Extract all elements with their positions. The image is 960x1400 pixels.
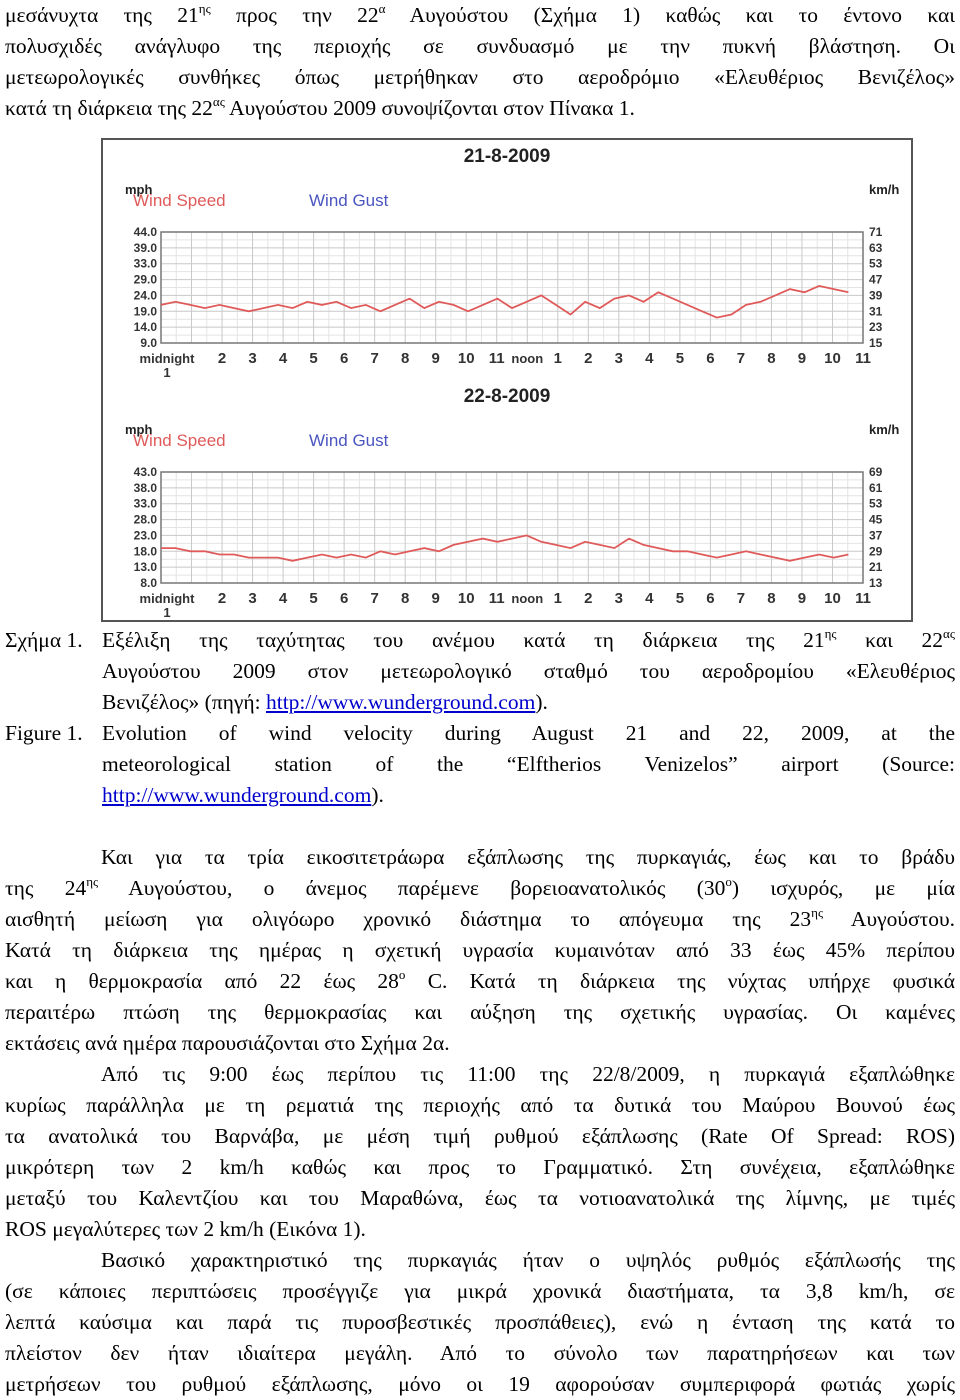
left-tick-label: 8.0 — [140, 576, 157, 590]
x-tick-label: 11 — [855, 350, 871, 367]
intro-line-3: μετεωρολογικές συνθήκες όπως μετρήθηκαν στο αεροδρόμιο «Ελευθέριος Βενιζέλος» — [5, 65, 955, 89]
x-tick-label: 4 — [278, 590, 288, 607]
legend-wind-gust: Wind Gust — [309, 431, 389, 450]
legend-wind-speed: Wind Speed — [133, 431, 226, 450]
x-tick-label: 4 — [278, 350, 288, 367]
x-tick-label: 5 — [309, 590, 318, 607]
p1-line-1: Και για τα τρία εικοσιτετράωρα εξάπλωσης της πυρκαγιάς, έως και το βράδυ — [101, 845, 955, 869]
source-link-greek[interactable]: http://www.wunderground.com — [265, 690, 536, 714]
right-tick-label: 13 — [869, 576, 883, 590]
x-tick-label: 6 — [339, 590, 349, 607]
x-tick-label: 4 — [645, 350, 654, 367]
caption-english-body — [102, 718, 955, 811]
x-tick-label: 9 — [797, 350, 807, 367]
caption-english-line-2: meteorological station of the “Elftherios Venizelos” airport (Source: — [102, 752, 955, 776]
x-tick-label: 8 — [401, 350, 410, 367]
left-tick-label: 43.0 — [133, 465, 157, 479]
chart-21-8-2009 — [103, 140, 911, 378]
p3-line-5: μετρήσεων του ρυθμού εξάπλωσης, μόνο οι 19 αφορούσαν συμπεριφορά φωτιάς χωρίς — [5, 1372, 955, 1396]
p2-line-4: μικρότερη των 2 km/h καθώς και προς το Γραμματικό. Στη συνέχεια, εξαπλώθηκε — [5, 1155, 955, 1179]
x-tick-label: 5 — [309, 350, 318, 367]
body-paragraph-2 — [5, 1059, 955, 1276]
left-tick-label: 44.0 — [133, 225, 157, 239]
x-tick-label: 2 — [584, 590, 593, 607]
right-tick-label: 63 — [869, 240, 883, 255]
left-tick-label: 39.0 — [133, 240, 157, 255]
wind-chart-svg-22 — [103, 380, 911, 618]
right-tick-label: 23 — [869, 320, 883, 335]
x-tick-label: 2 — [584, 350, 593, 367]
x-tick-label: 10 — [457, 350, 475, 367]
left-tick-label: 9.0 — [140, 336, 157, 350]
x-sub-label: 1 — [163, 365, 171, 378]
left-tick-label: 23.0 — [133, 528, 157, 543]
p2-line-6: ROS μεγαλύτερες των 2 km/h (Εικόνα 1). — [5, 1217, 366, 1241]
right-unit-label: km/h — [869, 182, 900, 197]
x-tick-label: 7 — [370, 350, 379, 367]
p2-line-1: Από τις 9:00 έως περίπου τις 11:00 της 22/8/2009, η πυρκαγιά εξαπλώθηκε — [101, 1062, 955, 1086]
x-tick-label: midnight — [139, 351, 195, 366]
caption-greek-line-1: Εξέλιξη της ταχύτητας του ανέμου κατά τη διάρκεια της $21^{\eta\varsigma}$ και $22^{\alpha\varsigma}$ — [102, 626, 955, 652]
x-tick-label: 8 — [401, 590, 410, 607]
right-tick-label: 31 — [869, 304, 883, 319]
chart-title: 22-8-2009 — [463, 386, 551, 407]
x-tick-label: 1 — [553, 350, 562, 367]
p3-line-2: (σε κάποιες περιπτώσεις προσέγγιζε για μικρά χρονικά διαστήματα, τα 3,8 km/h, σε — [5, 1279, 955, 1303]
p2-line-2: κυρίως παράλληλα με τη ρεματιά της περιοχής από τα δυτικά του Μαύρου Βουνού έως — [5, 1093, 955, 1117]
x-tick-label: 4 — [645, 590, 654, 607]
right-tick-label: 69 — [869, 465, 883, 479]
left-unit-label: mph — [125, 182, 153, 197]
x-tick-label: 5 — [675, 590, 685, 607]
caption-english-line-1: Evolution of wind velocity during August 21 and 22, 2009, at the — [102, 721, 955, 745]
x-tick-label: 11 — [488, 350, 505, 367]
p1-line-6: περαιτέρω πτώση της θερμοκρασίας και αύξηση της σχετικής υγρασίας. Οι καμένες — [5, 1000, 955, 1024]
caption-greek-body — [102, 625, 955, 718]
p3-line-1: Βασικό χαρακτηριστικό της πυρκαγιάς ήταν ο υψηλός ρυθμός εξάπλωσής της — [101, 1248, 955, 1272]
x-tick-label: 10 — [824, 590, 841, 607]
right-tick-label: 45 — [869, 512, 883, 527]
x-tick-label: 11 — [855, 590, 871, 607]
x-tick-label: noon — [511, 591, 544, 606]
caption-greek-line-2: Αυγούστου 2009 στον μετεωρολογικό σταθμό του αεροδρομίου «Ελευθέριος — [102, 659, 955, 683]
x-tick-label: 3 — [614, 350, 623, 367]
x-tick-label: 9 — [431, 350, 440, 367]
wind-speed-series-line — [161, 535, 848, 560]
x-tick-label: 7 — [736, 350, 746, 367]
x-tick-label: 9 — [431, 590, 440, 607]
body-paragraph-1 — [5, 842, 955, 1090]
right-tick-label: 61 — [869, 480, 883, 495]
right-tick-label: 15 — [869, 336, 883, 350]
right-tick-label: 21 — [869, 560, 883, 575]
x-tick-label: 7 — [370, 590, 379, 607]
caption-english-lead: Figure 1. — [5, 721, 83, 745]
x-tick-label: 10 — [457, 590, 475, 607]
p2-line-5: μεταξύ του Καλεντζίου και του Μαραθώνα, έως τα νοτιοανατολικά της λίμνης, με τιμές — [5, 1186, 955, 1210]
p1-line-7: εκτάσεις ανά ημέρα παρουσιάζονται στο Σχήμα 2α. — [5, 1031, 450, 1055]
x-tick-label: 3 — [248, 350, 257, 367]
x-tick-label: 6 — [706, 590, 715, 607]
left-unit-label: mph — [125, 422, 153, 437]
intro-line-4: κατά τη διάρκεια της $22^{\alpha\varsigma}$ Αυγούστου 2009 συνοψίζονται στον Πίνακα 1. — [5, 94, 635, 120]
intro-line-2: πολυσχιδές ανάγλυφο της περιοχής σε συνδυασμό με την πυκνή βλάστηση. Οι — [5, 34, 955, 58]
x-tick-label: midnight — [139, 591, 195, 606]
p1-line-3: αισθητή μείωση για ολιγόωρο χρονικό διάστημα το απόγευμα της $23^{\eta\varsigma}$ Αυγούστου. — [5, 905, 955, 931]
p3-line-4: πλείστον δεν ήταν ιδιαίτερα μεγάλη. Από το σύνολο των παρατηρήσεων και των — [5, 1341, 955, 1365]
x-tick-label: 9 — [797, 590, 807, 607]
x-tick-label: 3 — [248, 590, 257, 607]
p3-line-3: λεπτά καύσιμα και παρά τις πυροσβεστικές προσπάθειες), ενώ η ένταση της κατά το — [5, 1310, 955, 1334]
chart-22-8-2009 — [103, 380, 911, 618]
wind-speed-series-line — [161, 286, 848, 318]
body-paragraph-3 — [5, 1245, 955, 1400]
right-tick-label: 47 — [869, 272, 883, 287]
x-tick-label: 2 — [217, 350, 227, 367]
intro-paragraph — [5, 0, 955, 155]
intro-line-1: μεσάνυχτα της $21^{\eta\varsigma}$ προς την $22^\alpha$ Αυγούστου (Σχήμα 1) καθώς και το έντονο και — [5, 1, 956, 27]
x-tick-label: 6 — [339, 350, 349, 367]
left-tick-label: 18.0 — [133, 544, 157, 559]
right-tick-label: 39 — [869, 288, 883, 303]
x-tick-label: 1 — [553, 590, 562, 607]
right-tick-label: 71 — [869, 225, 883, 239]
x-tick-label: 7 — [736, 590, 746, 607]
caption-english-line-3: http://www.wunderground.com). — [102, 783, 384, 807]
legend-wind-gust: Wind Gust — [309, 191, 389, 210]
p1-line-5: και η θερμοκρασία από 22 έως $28^o$ C. Κατά τη διάρκεια της νύχτας υπήρχε φυσικά — [5, 967, 955, 993]
p2-line-3: τα ανατολικά του Βαρνάβα, με μέση τιμή ρυθμού εξάπλωσης (Rate Of Spread: ROS) — [5, 1124, 955, 1148]
p1-line-2: της $24^{\eta\varsigma}$ Αυγούστου, ο άνεμος παρέμενε βορειοανατολικός $(30^o)$ ισχυρός, με μία — [5, 874, 955, 900]
left-tick-label: 14.0 — [133, 320, 157, 335]
p1-line-4: Κατά τη διάρκεια της ημέρας η σχετική υγρασία κυμαινόταν από 33 έως 45% περίπου — [5, 938, 955, 962]
right-tick-label: 53 — [869, 256, 883, 271]
figure-1-box — [101, 138, 913, 622]
left-tick-label: 33.0 — [133, 256, 157, 271]
left-tick-label: 38.0 — [133, 480, 157, 495]
chart-title: 21-8-2009 — [463, 146, 551, 167]
x-tick-label: 11 — [488, 590, 505, 607]
right-tick-label: 53 — [869, 496, 883, 511]
x-tick-label: 6 — [706, 350, 715, 367]
right-unit-label: km/h — [869, 422, 900, 437]
left-tick-label: 29.0 — [133, 272, 157, 287]
legend-wind-speed: Wind Speed — [133, 191, 226, 210]
x-tick-label: 10 — [824, 350, 841, 367]
right-tick-label: 37 — [869, 528, 883, 543]
x-tick-label: 2 — [217, 590, 227, 607]
x-tick-label: 3 — [614, 590, 623, 607]
left-tick-label: 24.0 — [133, 288, 157, 303]
x-tick-label: 8 — [767, 350, 776, 367]
caption-greek-line-3: Βενιζέλος» (πηγή: http://www.wunderground.com). — [102, 690, 548, 714]
left-tick-label: 33.0 — [133, 496, 157, 511]
x-sub-label: 1 — [163, 605, 171, 618]
wind-chart-svg-21 — [103, 140, 911, 378]
x-tick-label: noon — [511, 351, 544, 366]
left-tick-label: 19.0 — [133, 304, 157, 319]
caption-greek-lead: Σχήμα 1. — [5, 628, 83, 652]
left-tick-label: 28.0 — [133, 512, 157, 527]
right-tick-label: 29 — [869, 544, 883, 559]
x-tick-label: 5 — [675, 350, 685, 367]
left-tick-label: 13.0 — [133, 560, 157, 575]
x-tick-label: 8 — [767, 590, 776, 607]
source-link-english[interactable]: http://www.wunderground.com — [102, 783, 372, 807]
